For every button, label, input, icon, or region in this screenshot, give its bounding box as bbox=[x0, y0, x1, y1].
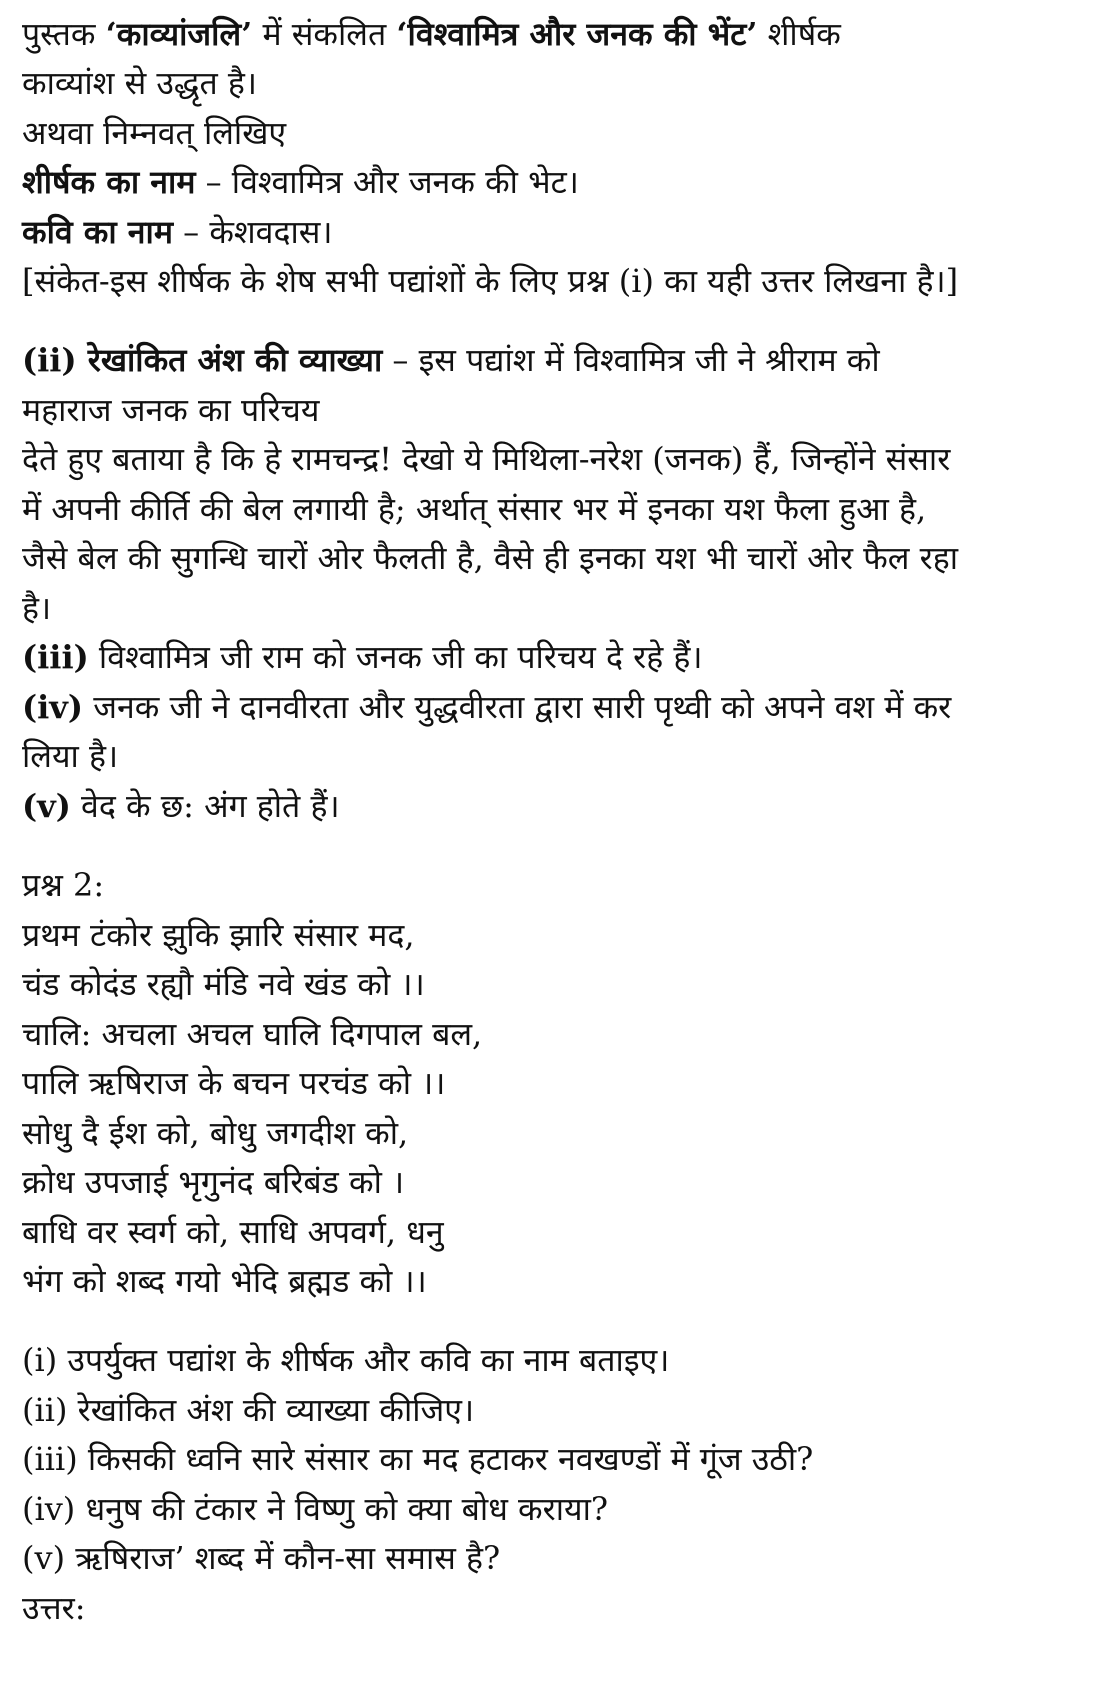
verse-line: चालि: अचला अचल घालि दिगपाल बल, bbox=[22, 1015, 483, 1053]
verse-line: प्रथम टंकोर झुकि झारि संसार मद, bbox=[22, 916, 415, 954]
answer-label: उत्तर: bbox=[22, 1589, 86, 1627]
answer-ii-label: (ii) रेखांकित अंश की व्याख्या bbox=[22, 341, 383, 379]
intro-text: में संकलित bbox=[252, 15, 397, 53]
poet-value: – केशवदास। bbox=[173, 213, 333, 251]
answer-iii-line bbox=[22, 637, 703, 681]
answer-ii-line-3: देते हुए बताया है कि हे रामचन्द्र! देखो ये मिथिला-नरेश (जनक) हैं, जिन्होंने संसार bbox=[22, 440, 951, 478]
sub-question: (iii) किसकी ध्वनि सारे संसार का मद हटाकर नवखण्डों में गूंज उठी? bbox=[22, 1440, 814, 1478]
title-line bbox=[22, 162, 579, 206]
sub-question: (ii) रेखांकित अंश की व्याख्या कीजिए। bbox=[22, 1391, 475, 1429]
title-value: – विश्वामित्र और जनक की भेट। bbox=[195, 163, 579, 201]
verse-line: क्रोध उपजाई भृगुनंद बरिबंड को । bbox=[22, 1163, 405, 1201]
answer-ii-line-5: जैसे बेल की सुगन्धि चारों ओर फैलती है, वैसे ही इनका यश भी चारों ओर फैल रहा bbox=[22, 539, 958, 577]
intro-text: शीर्षक bbox=[757, 15, 841, 53]
answer-ii-line-2: महाराज जनक का परिचय bbox=[22, 391, 320, 429]
answer-iv-text: जनक जी ने दानवीरता और युद्धवीरता द्वारा सारी पृथ्वी को अपने वश में कर bbox=[83, 688, 952, 726]
answer-ii-line-4: में अपनी कीर्ति की बेल लगायी है; अर्थात् संसार भर में इनका यश फैला हुआ है, bbox=[22, 490, 927, 528]
answer-ii-line-1 bbox=[22, 340, 880, 384]
intro-line-1 bbox=[22, 14, 841, 58]
answer-ii-line-6: है। bbox=[22, 589, 52, 627]
sub-question: (i) उपर्युक्त पद्यांश के शीर्षक और कवि का नाम बताइए। bbox=[22, 1341, 670, 1379]
verse-line: चंड कोदंड रह्यौ मंडि नवे खंड को ।। bbox=[22, 965, 425, 1003]
book-name: ‘काव्यांजलि’ bbox=[105, 15, 253, 53]
verse-line: भंग को शब्द गयो भेदि ब्रह्मड को ।। bbox=[22, 1262, 427, 1300]
answer-iv-label: (iv) bbox=[22, 688, 84, 726]
answer-iii-label: (iii) bbox=[22, 638, 89, 676]
answer-iv-line-1 bbox=[22, 687, 951, 731]
chapter-title: ‘विश्वामित्र और जनक की भेंट’ bbox=[396, 15, 758, 53]
answer-iv-line-2: लिया है। bbox=[22, 737, 119, 775]
note-line: [संकेत-इस शीर्षक के शेष सभी पद्यांशों के लिए प्रश्न (i) का यही उत्तर लिखना है।] bbox=[22, 262, 959, 300]
poet-line bbox=[22, 212, 333, 256]
answer-iii-text: विश्वामित्र जी राम को जनक जी का परिचय दे रहे हैं। bbox=[88, 638, 703, 676]
intro-line-3: अथवा निम्नवत् लिखिए bbox=[22, 114, 287, 152]
question-2-heading: प्रश्न 2: bbox=[22, 866, 105, 904]
sub-question: (iv) धनुष की टंकार ने विष्णु को क्या बोध कराया? bbox=[22, 1490, 609, 1528]
verse-line: पालि ऋषिराज के बचन परचंड को ।। bbox=[22, 1064, 446, 1102]
answer-v-line bbox=[22, 786, 340, 830]
answer-v-text: वेद के छ: अंग होते हैं। bbox=[70, 787, 340, 825]
answer-ii-text: – इस पद्यांश में विश्वामित्र जी ने श्रीराम को bbox=[382, 341, 880, 379]
intro-text: पुस्तक bbox=[22, 15, 106, 53]
sub-question: (v) ऋषिराज’ शब्द में कौन-सा समास है? bbox=[22, 1539, 501, 1577]
verse-line: सोधु दै ईश को, बोधु जगदीश को, bbox=[22, 1114, 409, 1152]
poet-label: कवि का नाम bbox=[22, 213, 173, 251]
intro-line-2: काव्यांश से उद्धृत है। bbox=[22, 64, 258, 102]
answer-v-label: (v) bbox=[22, 787, 71, 825]
title-label: शीर्षक का नाम bbox=[22, 163, 196, 201]
verse-line: बाधि वर स्वर्ग को, साधि अपवर्ग, धनु bbox=[22, 1213, 444, 1251]
